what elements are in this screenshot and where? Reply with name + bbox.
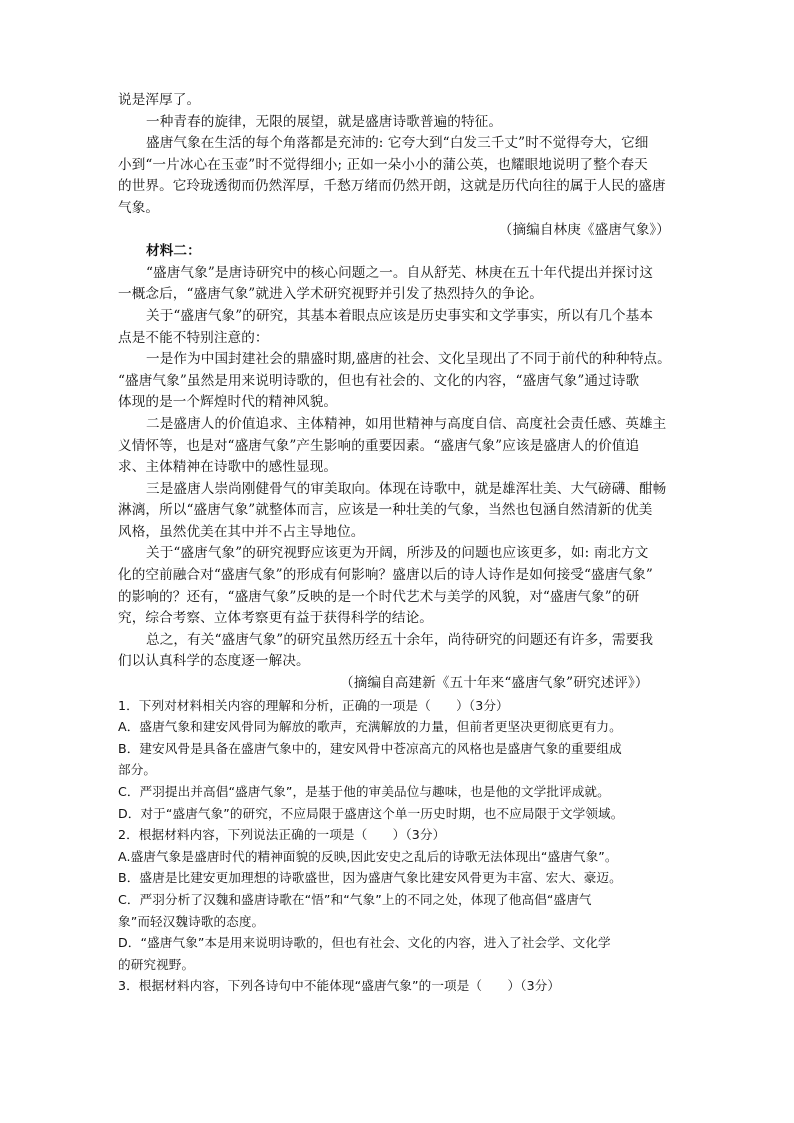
text-line: 总之，有关“盛唐气象”的研究虽然历经五十余年，尚待研究的问题还有许多，需要我 <box>146 631 654 648</box>
text-line: 义情怀等，也是对“盛唐气象”产生影响的重要因素。“盛唐气象”应该是盛唐人的价值追 <box>118 437 640 454</box>
text-line: 点是不能不特别注意的： <box>118 329 269 346</box>
question-option: D．“盛唐气象”本是用来说明诗歌的，但也有社会、文化的内容，进入了社会学、文化学 <box>118 935 611 951</box>
text-line: 体现的是一个辉煌时代的精神风貌。 <box>118 394 338 411</box>
text-line: 关于“盛唐气象”的研究视野应该更为开阔，所涉及的问题也应该更多，如: 南北方文 <box>146 545 649 562</box>
text-line: 关于“盛唐气象”的研究，其基本着眼点应该是历史事实和文学事实，所以有几个基本 <box>146 307 654 324</box>
text-line: 一种青春的旋律，无限的展望，就是盛唐诗歌普遍的特征。 <box>146 113 503 130</box>
text-line: 小到“一片冰心在玉壶”时不觉得细小; 正如一朵小小的蒲公英，也耀眼地说明了整个春天 <box>118 156 648 173</box>
question-stem: 1．下列对材料相关内容的理解和分析，正确的一项是（ ）（3分） <box>118 697 509 713</box>
text-line: 求、主体精神在诗歌中的感性显现。 <box>118 459 338 476</box>
question-option: C．严羽提出并高倡“盛唐气象”，是基于他的审美品位与趣味，也是他的文学批评成就。 <box>118 784 610 799</box>
source-citation: （摘编自高建新《五十年来“盛唐气象”研究述评》） <box>340 675 649 692</box>
question-option: B．建安风骨是具备在盛唐气象中的，建安风骨中苍凉高亢的风格也是盛唐气象的重要组成 <box>118 740 622 756</box>
text-line: 的影响的？还有，“盛唐气象”反映的是一个时代艺术与美学的风貌，对“盛唐气象”的研 <box>118 588 640 605</box>
text-line: 二是盛唐人的价值追求、主体精神，如用世精神与高度自信、高度社会责任感、英雄主 <box>146 415 667 432</box>
text-line: 一概念后，“盛唐气象”就进入学术研究视野并引发了热烈持久的争论。 <box>118 286 543 303</box>
text-line: “盛唐气象”虽然是用来说明诗歌的，但也有社会的、文化的内容，“盛唐气象”通过诗歌 <box>118 372 640 389</box>
text-line: 的世界。它玲珑透彻而仍然浑厚，千愁万绪而仍然开朗，这就是历代向往的属于人民的盛唐 <box>118 178 666 195</box>
question-stem: 2．根据材料内容，下列说法正确的一项是（ ）（3分） <box>118 827 446 843</box>
question-option: A．盛唐气象和建安风骨同为解放的歌声，充满解放的力量，但前者更坚决更彻底更有力。 <box>118 719 622 735</box>
text-line: 化的空前融合对“盛唐气象”的形成有何影响？盛唐以后的诗人诗作是如何接受“盛唐气象” <box>118 567 653 584</box>
question-option: D．对于“盛唐气象”的研究，不应局限于盛唐这个单一历史时期，也不应局限于文学领域。 <box>118 805 624 821</box>
text-line: 风格，虽然优美在其中并不占主导地位。 <box>118 523 365 540</box>
text-line: 说是浑厚了。 <box>118 92 201 108</box>
document-page <box>118 90 680 997</box>
question-option: 部分。 <box>118 762 157 778</box>
question-option: A.盛唐气象是盛唐时代的精神面貌的反映,因此安史之乱后的诗歌无法体现出“盛唐气象”。 <box>118 848 618 864</box>
question-stem: 3．根据材料内容，下列各诗句中不能体现“盛唐气象”的一项是（ ）（3分） <box>118 978 561 994</box>
text-line: 三是盛唐人崇尚刚健骨气的审美取向。体现在诗歌中，就是雄浑壮美、大气磅礴、酣畅 <box>146 480 667 497</box>
source-citation: （摘编自林庚《盛唐气象》） <box>498 221 670 238</box>
question-option: C．严羽分析了汉魏和盛唐诗歌在“悟”和“气象”上的不同之处，体现了他高倡“盛唐气 <box>118 891 592 907</box>
text-line: 究，综合考察、立体考察更有益于获得科学的结论。 <box>118 610 433 627</box>
text-line: 一是作为中国封建社会的鼎盛时期,盛唐的社会、文化呈现出了不同于前代的种种特点。 <box>146 351 671 368</box>
question-option: B．盛唐是比建安更加理想的诗歌盛世，因为盛唐气象比建安风骨更为丰富、宏大、豪迈。 <box>118 870 622 886</box>
text-line: 们以认真科学的态度逐一解决。 <box>118 653 310 670</box>
text-line: 淋漓，所以“盛唐气象”就整体而言，应该是一种壮美的气象，当然也包涵自然清新的优美 <box>118 502 653 519</box>
text-line: 气象。 <box>118 199 160 216</box>
question-option: 象”而轻汉魏诗歌的态度。 <box>118 913 265 929</box>
text-line: 盛唐气象在生活的每个角落都是充沛的: 它夸大到“白发三千丈”时不觉得夸大，它细 <box>146 135 649 152</box>
question-option: 的研究视野。 <box>118 956 195 972</box>
text-line: “盛唐气象”是唐诗研究中的核心问题之一。自从舒芜、林庚在五十年代提出并探讨这 <box>146 264 654 281</box>
section-heading: 材料二： <box>146 243 201 260</box>
